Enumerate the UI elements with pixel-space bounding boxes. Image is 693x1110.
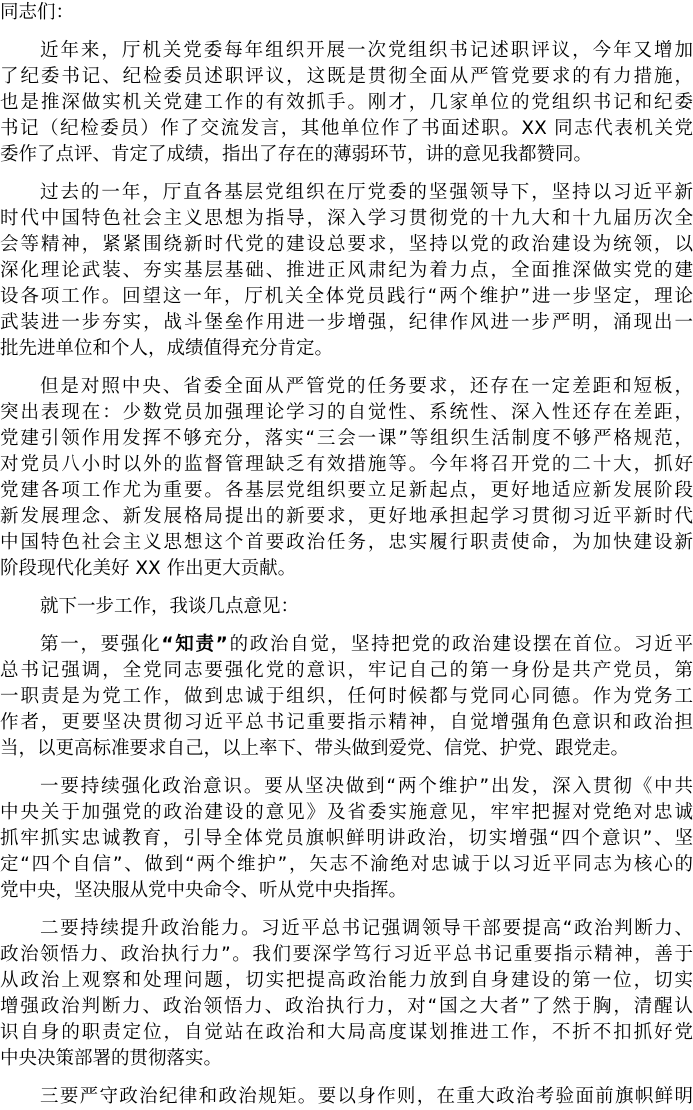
paragraph-1-line: 也是推深做实机关党建工作的有效抓手。刚才，几家单位的党组织书记和纪委 <box>0 92 693 113</box>
paragraph-3-line: 中国特色社会主义思想这个首要政治任务，忠实履行职责使命，为加快建设新 <box>0 532 693 553</box>
paragraph-5-line: 一职责是为党工作，做到忠诚于组织，任何时候都与党同心同德。作为党务工 <box>0 686 693 707</box>
paragraph-3-line: 阶段现代化美好 XX 作出更大贡献。 <box>0 558 297 579</box>
paragraph-1-line: 近年来，厅机关党委每年组织开展一次党组织书记述职评议，今年又增加 <box>40 40 693 61</box>
paragraph-2-line: 时代中国特色社会主义思想为指导，深入学习贯彻党的十九大和十九届历次全 <box>0 208 693 229</box>
paragraph-8-line: 三要严守政治纪律和政治规矩。要以身作则，在重大政治考验面前旗帜鲜明 <box>40 1086 693 1107</box>
paragraph-2-line: 批先进单位和个人，成绩值得充分肯定。 <box>0 338 334 359</box>
paragraph-3-line: 党建各项工作尤为重要。各基层党组织要立足新起点，更好地适应新发展阶段 <box>0 480 693 501</box>
paragraph-1-line: 了纪委书记、纪检委员述职评议，这既是贯彻全面从严管党要求的有力措施， <box>0 66 693 87</box>
paragraph-1-line: 委作了点评、肯定了成绩，指出了存在的薄弱环节，讲的意见我都赞同。 <box>0 144 593 165</box>
bold-keyword: “知责” <box>161 634 228 655</box>
paragraph-3-line: 新发展理念、新发展格局提出的新要求，更好地承担起学习贯彻习近平新时代 <box>0 506 693 527</box>
paragraph-3-line: 但是对照中央、省委全面从严管党的任务要求，还存在一定差距和短板， <box>40 376 693 397</box>
paragraph-5-line: 当，以更高标准要求自己，以上率下、带头做到爱党、信党、护党、跟党走。 <box>0 738 630 759</box>
paragraph-7-line: 从政治上观察和处理问题，切实把提高政治能力放到自身建设的第一位，切实 <box>0 970 693 991</box>
paragraph-3-line: 对党员八小时以外的监督管理缺乏有效措施等。今年将召开党的二十大，抓好 <box>0 454 693 475</box>
paragraph-4-line: 就下一步工作，我谈几点意见： <box>40 596 300 617</box>
paragraph-5-line: 作者，更要坚决贯彻习近平总书记重要指示精神，自觉增强角色意识和政治担 <box>0 712 693 733</box>
paragraph-5-line: 第一，要强化“知责”的政治自觉，坚持把党的政治建设摆在首位。习近平 <box>40 634 693 655</box>
paragraph-7-line: 二要持续提升政治能力。习近平总书记强调领导干部要提高“政治判断力、 <box>40 918 693 939</box>
paragraph-7-line: 识自身的职责定位，自觉站在政治和大局高度谋划推进工作，不折不扣抓好党 <box>0 1022 693 1043</box>
paragraph-2-line: 深化理论武装、夯实基层基础、推进正风肃纪为着力点，全面推深做实党的建 <box>0 260 693 281</box>
paragraph-6-line: 党中央，坚决服从党中央命令、听从党中央指挥。 <box>0 880 408 901</box>
paragraph-6-line: 中央关于加强党的政治建设的意见》及省委实施意见，牢牢把握对党绝对忠诚 <box>0 802 693 823</box>
paragraph-2-line: 武装进一步夯实，战斗堡垒作用进一步增强，纪律作风进一步严明，涌现出一 <box>0 312 693 333</box>
paragraph-2-line: 会等精神，紧紧围绕新时代党的建设总要求，坚持以党的政治建设为统领，以 <box>0 234 693 255</box>
paragraph-3-line: 突出表现在：少数党员加强理论学习的自觉性、系统性、深入性还存在差距， <box>0 402 693 423</box>
paragraph-3-line: 党建引领作用发挥不够充分，落实“三会一课”等组织生活制度不够严格规范， <box>0 428 693 449</box>
paragraph-7-line: 政治领悟力、政治执行力”。我们要深学笃行习近平总书记重要指示精神，善于 <box>0 944 693 965</box>
paragraph-5-line: 总书记强调，全党同志要强化党的意识，牢记自己的第一身份是共产党员，第 <box>0 660 693 681</box>
paragraph-1-line: 书记（纪检委员）作了交流发言，其他单位作了书面述职。XX 同志代表机关党 <box>0 118 693 139</box>
paragraph-7-line: 中央决策部署的贯彻落实。 <box>0 1048 223 1069</box>
paragraph-2-line: 过去的一年，厅直各基层党组织在厅党委的坚强领导下，坚持以习近平新 <box>40 182 693 203</box>
paragraph-6-line: 一要持续强化政治意识。要从坚决做到“两个维护”出发，深入贯彻《中共 <box>40 776 693 797</box>
paragraph-6-line: 定“四个自信”、做到“两个维护”，矢志不渝绝对忠诚于以习近平同志为核心的 <box>0 854 693 875</box>
paragraph-7-line: 增强政治判断力、政治领悟力、政治执行力，对“国之大者”了然于胸，清醒认 <box>0 996 693 1017</box>
salutation: 同志们： <box>0 2 75 23</box>
paragraph-2-line: 设各项工作。回望这一年，厅机关全体党员践行“两个维护”进一步坚定，理论 <box>0 286 693 307</box>
paragraph-6-line: 抓牢抓实忠诚教育，引导全体党员旗帜鲜明讲政治，切实增强“四个意识”、坚 <box>0 828 693 849</box>
